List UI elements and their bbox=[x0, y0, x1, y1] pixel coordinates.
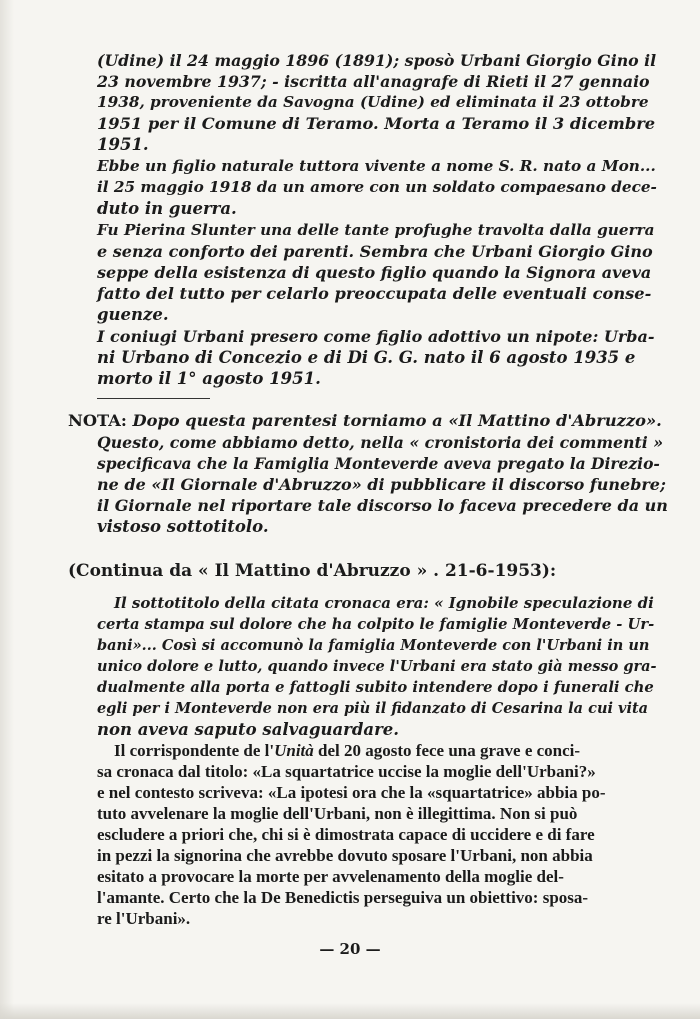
nota-line: specificava che la Famiglia Monteverde aveva pregato la Direzio- bbox=[97, 454, 660, 473]
quote-line: unico dolore e lutto, quando invece l'Urbani era stato già messo gra- bbox=[97, 658, 657, 675]
final-line: esitato a provocare la morte per avvelenamento della moglie del- bbox=[97, 867, 564, 886]
paragraph-line: 1951 per il Comune di Teramo. Morta a Teramo il 3 dicembre bbox=[97, 114, 656, 133]
paragraph-line: e senza conforto dei parenti. Sembra che Urbani Giorgio Gino bbox=[97, 242, 653, 261]
biography-text bbox=[97, 50, 657, 390]
paragraph-line: seppe della esistenza di questo figlio quando la Signora aveva bbox=[97, 263, 652, 282]
newspaper-name: Unità bbox=[274, 741, 314, 760]
page-number: — 20 — bbox=[319, 940, 381, 958]
nota-line: ne de «Il Giornale d'Abruzzo» di pubblicare il discorso funebre; bbox=[97, 475, 666, 494]
page-edge-shadow bbox=[0, 0, 14, 1019]
paragraph-line: fatto del tutto per celarlo preoccupata delle eventuali conse- bbox=[97, 284, 652, 303]
final-text-pre: Il corrispondente de l' bbox=[114, 741, 275, 760]
quote-block bbox=[97, 593, 657, 743]
quote-line: Il sottotitolo della citata cronaca era: « Ignobile speculazione di bbox=[114, 594, 654, 612]
quote-line: dualmente alla porta e fattogli subito intendere dopo i funerali che bbox=[97, 679, 654, 696]
section-divider bbox=[97, 398, 210, 399]
final-line: l'amante. Certo che la De Benedictis perseguiva un obiettivo: sposa- bbox=[97, 888, 589, 907]
page-bottom-shadow bbox=[0, 1003, 700, 1019]
paragraph-line: I coniugi Urbani presero come figlio adottivo un nipote: Urba- bbox=[97, 327, 655, 346]
nota-text: Dopo questa parentesi torniamo a «Il Mattino d'Abruzzo». bbox=[126, 411, 662, 430]
quote-line: certa stampa sul dolore che ha colpito le famiglie Monteverde - Ur- bbox=[97, 616, 655, 633]
paragraph-line: Fu Pierina Slunter una delle tante profughe travolta dalla guerra bbox=[97, 221, 655, 239]
quote-line: non aveva saputo salvaguardare. bbox=[97, 720, 400, 739]
continua-heading-block bbox=[68, 561, 628, 583]
paragraph-line: 1938, proveniente da Savogna (Udine) ed eliminata il 23 ottobre bbox=[97, 93, 649, 111]
final-first-line bbox=[114, 740, 580, 761]
final-line: in pezzi la signorina che avrebbe dovuto sposare l'Urbani, non abbia bbox=[97, 846, 593, 865]
paragraph-line: Ebbe un figlio naturale tuttora vivente a nome S. R. nato a Mon... bbox=[97, 157, 656, 175]
final-line: tuto avvelenare la moglie dell'Urbani, non è illegittima. Non si può bbox=[97, 804, 578, 823]
paragraph-line: (Udine) il 24 maggio 1896 (1891); sposò Urbani Giorgio Gino il bbox=[97, 51, 657, 70]
paragraph-line: morto il 1° agosto 1951. bbox=[97, 369, 321, 388]
paragraph-line: guenze. bbox=[97, 305, 169, 324]
nota-label: NOTA: bbox=[68, 411, 127, 430]
paragraph-line: 1951. bbox=[97, 135, 149, 154]
final-text-post: del 20 agosto fece una grave e conci- bbox=[313, 741, 581, 760]
paragraph-line: duto in guerra. bbox=[97, 199, 237, 218]
quote-line: egli per i Monteverde non era più il fidanzato di Cesarina la cui vita bbox=[97, 700, 649, 717]
paragraph-line: 23 novembre 1937; - iscritta all'anagrafe di Rieti il 27 gennaio bbox=[97, 72, 650, 91]
final-line: escludere a priori che, chi si è dimostrata capace di uccidere e di fare bbox=[97, 825, 595, 844]
nota-first-line bbox=[68, 410, 662, 431]
final-line: re l'Urbani». bbox=[97, 909, 191, 928]
quote-line: bani»... Così si accomunò la famiglia Monteverde con l'Urbani in un bbox=[97, 637, 650, 654]
final-paragraph bbox=[97, 740, 657, 930]
paragraph-line: ni Urbano di Concezio e di Di G. G. nato il 6 agosto 1935 e bbox=[97, 348, 636, 367]
nota-line: Questo, come abbiamo detto, nella « cronistoria dei commenti » bbox=[97, 433, 664, 452]
paragraph-line: il 25 maggio 1918 da un amore con un soldato compaesano dece- bbox=[97, 178, 657, 196]
nota-block bbox=[68, 410, 668, 535]
continua-heading: (Continua da « Il Mattino d'Abruzzo » . 21-6-1953): bbox=[68, 561, 557, 581]
final-line: e nel contesto scriveva: «La ipotesi ora che la «squartatrice» abbia po- bbox=[97, 783, 606, 802]
final-line: sa cronaca dal titolo: «La squartatrice uccise la moglie dell'Urbani?» bbox=[97, 762, 596, 781]
nota-line: vistoso sottotitolo. bbox=[97, 517, 269, 536]
nota-line: il Giornale nel riportare tale discorso lo faceva precedere da un bbox=[97, 496, 668, 515]
